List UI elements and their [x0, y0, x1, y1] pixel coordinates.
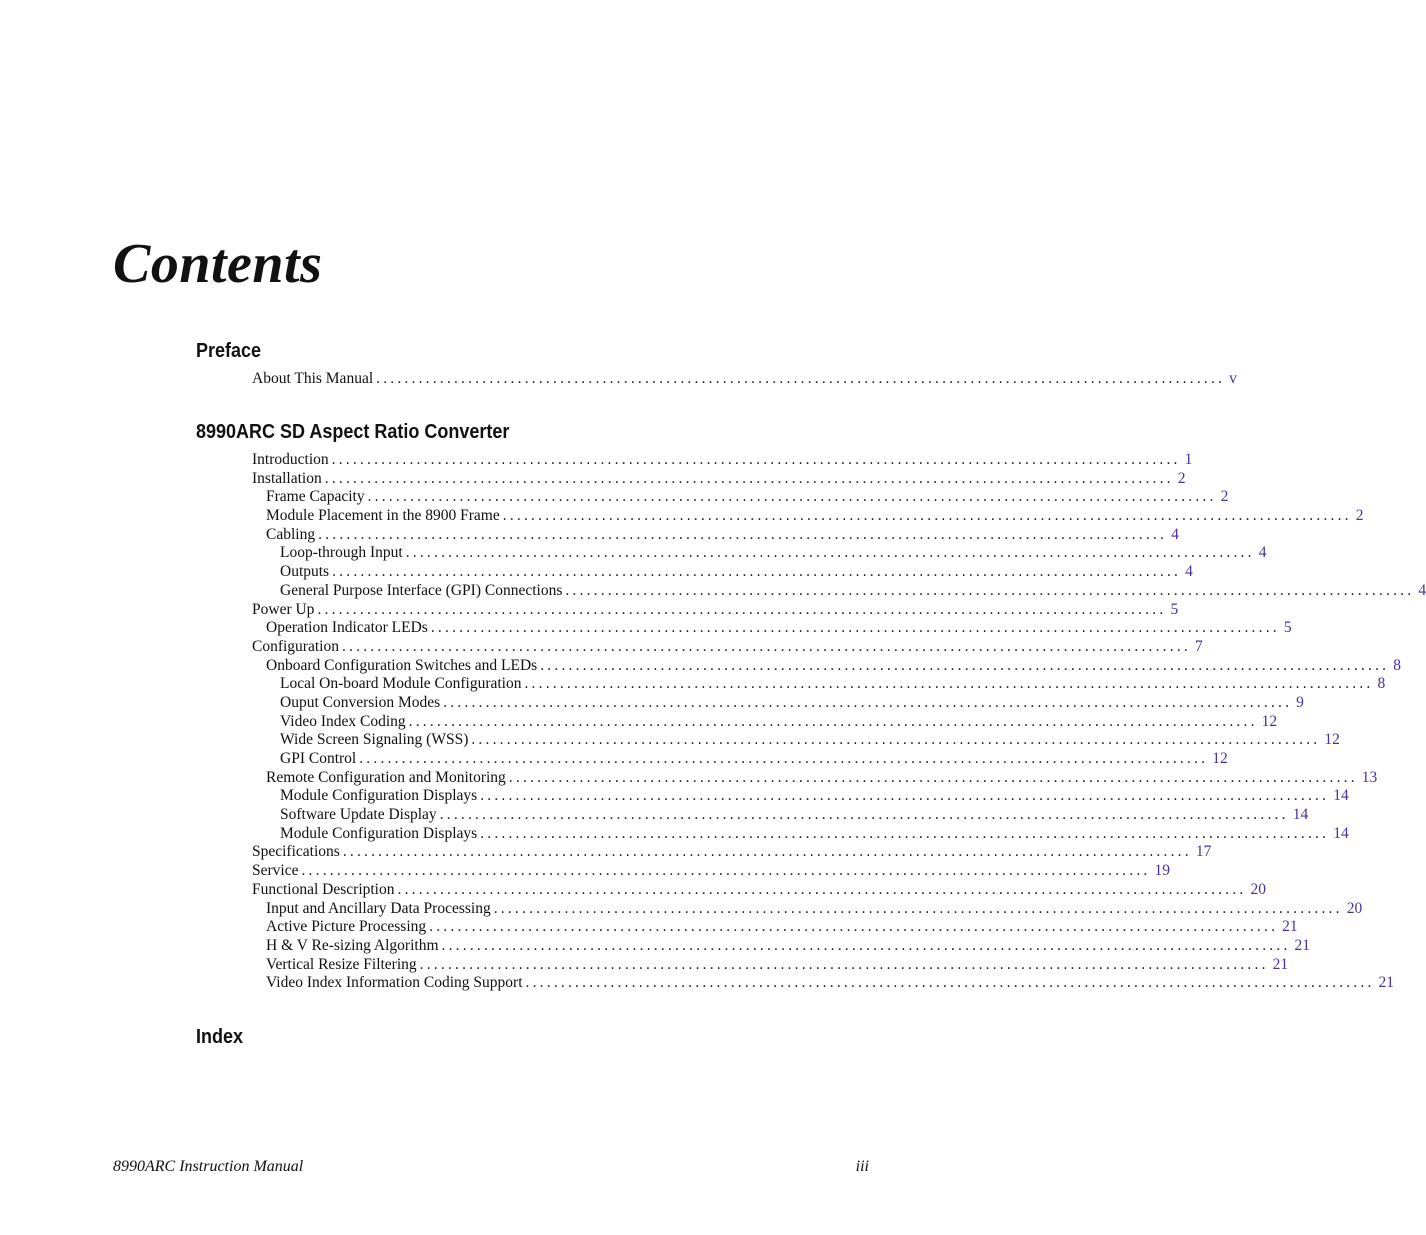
- toc-entry-label: Frame Capacity: [266, 488, 365, 506]
- toc-dot-leader: ........................................................................................................................: [480, 824, 1330, 842]
- toc-page-link[interactable]: 2: [1355, 507, 1364, 525]
- toc-entry[interactable]: [252, 600, 1179, 620]
- toc-dot-leader: ........................................................................................................................: [301, 862, 1151, 880]
- toc-entry-label: Onboard Configuration Switches and LEDs: [266, 656, 538, 674]
- toc-entry-label: Service: [252, 862, 299, 880]
- toc-dot-leader: ........................................................................................................................: [430, 619, 1280, 637]
- footer-manual-title: 8990ARC Instruction Manual: [113, 1158, 304, 1175]
- toc-page-link[interactable]: 13: [1361, 768, 1378, 786]
- toc-entry[interactable]: [252, 656, 1401, 676]
- toc-dot-leader: ........................................................................................................................: [565, 581, 1415, 599]
- section-heading-preface: Preface: [196, 340, 262, 362]
- toc-entry-label: Specifications: [252, 843, 340, 861]
- toc-entry-label: Cabling: [266, 525, 316, 543]
- toc-entry-label: Wide Screen Signaling (WSS): [280, 731, 469, 749]
- toc-entry-label: Active Picture Processing: [266, 918, 427, 936]
- toc-page-link[interactable]: 8: [1393, 656, 1401, 674]
- toc-entry[interactable]: [252, 955, 1289, 975]
- toc-entry[interactable]: [252, 712, 1278, 732]
- toc-entry-label: About This Manual: [252, 370, 374, 387]
- toc-entry[interactable]: [252, 768, 1378, 788]
- toc-page-link[interactable]: 7: [1194, 637, 1203, 655]
- toc-dot-leader: ........................................................................................................................: [524, 675, 1374, 693]
- toc-entry[interactable]: [252, 451, 1193, 470]
- page-title: Contents: [113, 233, 323, 295]
- toc-dot-leader: ........................................................................................................................: [317, 600, 1167, 618]
- toc-page-link[interactable]: 14: [1292, 806, 1309, 824]
- toc-page-link[interactable]: 14: [1333, 824, 1349, 842]
- toc-list-preface: [252, 370, 1237, 389]
- toc-entry-label: Ouput Conversion Modes: [280, 693, 441, 711]
- toc-entry[interactable]: [252, 581, 1426, 601]
- toc-entry[interactable]: [252, 469, 1186, 489]
- toc-entry-label: Module Configuration Displays: [280, 787, 478, 805]
- toc-entry[interactable]: [252, 544, 1267, 563]
- toc-dot-leader: ........................................................................................................................: [508, 768, 1358, 786]
- toc-page-link[interactable]: 20: [1346, 899, 1363, 917]
- toc-entry[interactable]: [252, 693, 1304, 713]
- toc-dot-leader: ........................................................................................................................: [342, 843, 1192, 861]
- toc-entry[interactable]: [252, 862, 1170, 881]
- section-heading-index[interactable]: Index: [196, 1026, 244, 1048]
- toc-list-8990arc: [252, 451, 1426, 993]
- toc-entry-label: GPI Control: [280, 750, 357, 767]
- toc-dot-leader: ........................................................................................................................: [502, 507, 1352, 525]
- footer-page-number: iii: [855, 1158, 869, 1175]
- toc-dot-leader: ........................................................................................................................: [359, 750, 1209, 767]
- toc-page-link[interactable]: 1: [1184, 451, 1193, 468]
- toc-entry-label: Loop-through Input: [280, 544, 403, 562]
- toc-entry[interactable]: [252, 731, 1340, 750]
- toc-entry-label: Outputs: [280, 563, 330, 581]
- toc-entry[interactable]: [252, 619, 1292, 638]
- toc-dot-leader: ........................................................................................................................: [376, 370, 1226, 387]
- toc-page-link[interactable]: 9: [1296, 693, 1304, 711]
- toc-page-link[interactable]: 5: [1283, 619, 1292, 637]
- toc-entry[interactable]: [252, 880, 1266, 900]
- toc-entry-label: Remote Configuration and Monitoring: [266, 768, 506, 786]
- toc-page-link[interactable]: 12: [1261, 712, 1278, 730]
- toc-dot-leader: ........................................................................................................................: [439, 806, 1289, 824]
- toc-entry-label: H & V Re-sizing Algorithm: [266, 936, 439, 954]
- toc-dot-leader: ........................................................................................................................: [441, 936, 1291, 954]
- toc-dot-leader: ........................................................................................................................: [405, 544, 1255, 562]
- toc-entry[interactable]: [252, 637, 1203, 657]
- toc-page-link[interactable]: 21: [1282, 918, 1298, 936]
- toc-entry[interactable]: [252, 563, 1193, 582]
- toc-entry[interactable]: [252, 806, 1309, 825]
- toc-entry[interactable]: [252, 899, 1363, 919]
- toc-page-link[interactable]: 19: [1154, 862, 1170, 880]
- toc-entry-label: Installation: [252, 469, 322, 487]
- toc-page-link[interactable]: 2: [1220, 488, 1229, 506]
- toc-page-link[interactable]: 4: [1185, 563, 1193, 581]
- toc-dot-leader: ........................................................................................................................: [540, 656, 1390, 674]
- toc-entry[interactable]: [252, 936, 1311, 956]
- toc-dot-leader: ........................................................................................................................: [419, 955, 1269, 973]
- toc-page-link[interactable]: 12: [1324, 731, 1340, 749]
- toc-entry-label: General Purpose Interface (GPI) Connections: [280, 581, 563, 599]
- toc-entry-label: Local On-board Module Configuration: [280, 675, 522, 693]
- toc-page-link[interactable]: 8: [1377, 675, 1386, 693]
- toc-page-link[interactable]: 2: [1177, 469, 1186, 487]
- toc-page-link[interactable]: 21: [1378, 974, 1395, 992]
- toc-entry-label: Functional Description: [252, 880, 395, 898]
- toc-entry[interactable]: [252, 525, 1179, 545]
- toc-page-link[interactable]: 4: [1258, 544, 1267, 562]
- toc-entry-label: Software Update Display: [280, 806, 437, 824]
- toc-dot-leader: ........................................................................................................................: [408, 712, 1258, 730]
- toc-page-link[interactable]: 4: [1418, 581, 1426, 599]
- toc-entry[interactable]: [252, 507, 1364, 526]
- toc-entry[interactable]: [252, 824, 1349, 844]
- toc-page-link[interactable]: 17: [1195, 843, 1212, 861]
- toc-page-link[interactable]: 14: [1333, 787, 1349, 805]
- toc-entry-label: Module Placement in the 8900 Frame: [266, 507, 500, 525]
- toc-entry-label: Operation Indicator LEDs: [266, 619, 428, 637]
- toc-dot-leader: ........................................................................................................................: [397, 880, 1247, 898]
- toc-entry-label: Configuration: [252, 637, 339, 655]
- toc-dot-leader: ........................................................................................................................: [471, 731, 1321, 749]
- toc-page-link[interactable]: 12: [1212, 750, 1228, 767]
- toc-dot-leader: ........................................................................................................................: [324, 469, 1174, 487]
- toc-dot-leader: ........................................................................................................................: [332, 563, 1182, 581]
- section-heading-8990arc: 8990ARC SD Aspect Ratio Converter: [196, 421, 510, 443]
- toc-entry[interactable]: [252, 370, 1237, 389]
- toc-dot-leader: ........................................................................................................................: [525, 974, 1375, 992]
- toc-entry[interactable]: [252, 787, 1349, 806]
- toc-page-link[interactable]: 21: [1294, 936, 1311, 954]
- toc-entry[interactable]: [252, 843, 1212, 862]
- toc-dot-leader: ........................................................................................................................: [318, 525, 1168, 543]
- toc-page-link[interactable]: 4: [1171, 525, 1179, 543]
- toc-entry-label: Video Index Information Coding Support: [266, 974, 523, 992]
- toc-entry-label: Module Configuration Displays: [280, 824, 478, 842]
- toc-dot-leader: ........................................................................................................................: [367, 488, 1217, 506]
- toc-entry-label: Vertical Resize Filtering: [266, 955, 417, 973]
- toc-entry-label: Introduction: [252, 451, 329, 468]
- toc-dot-leader: ........................................................................................................................: [493, 899, 1343, 917]
- toc-page-link[interactable]: 5: [1170, 600, 1179, 618]
- toc-page-link[interactable]: 21: [1272, 955, 1289, 973]
- toc-entry[interactable]: [252, 488, 1229, 507]
- toc-entry-label: Power Up: [252, 600, 315, 618]
- toc-dot-leader: ........................................................................................................................: [429, 918, 1279, 936]
- toc-dot-leader: ........................................................................................................................: [341, 637, 1191, 655]
- toc-entry-label: Video Index Coding: [280, 712, 406, 730]
- toc-page-link[interactable]: 20: [1250, 880, 1266, 898]
- toc-entry[interactable]: [252, 750, 1228, 769]
- toc-entry[interactable]: [252, 974, 1395, 993]
- toc-dot-leader: ........................................................................................................................: [331, 451, 1181, 468]
- toc-entry[interactable]: [252, 675, 1386, 694]
- toc-page-link[interactable]: v: [1229, 370, 1237, 387]
- toc-dot-leader: ........................................................................................................................: [443, 693, 1293, 711]
- toc-entry[interactable]: [252, 918, 1298, 937]
- toc-dot-leader: ........................................................................................................................: [480, 787, 1330, 805]
- toc-entry-label: Input and Ancillary Data Processing: [266, 899, 491, 917]
